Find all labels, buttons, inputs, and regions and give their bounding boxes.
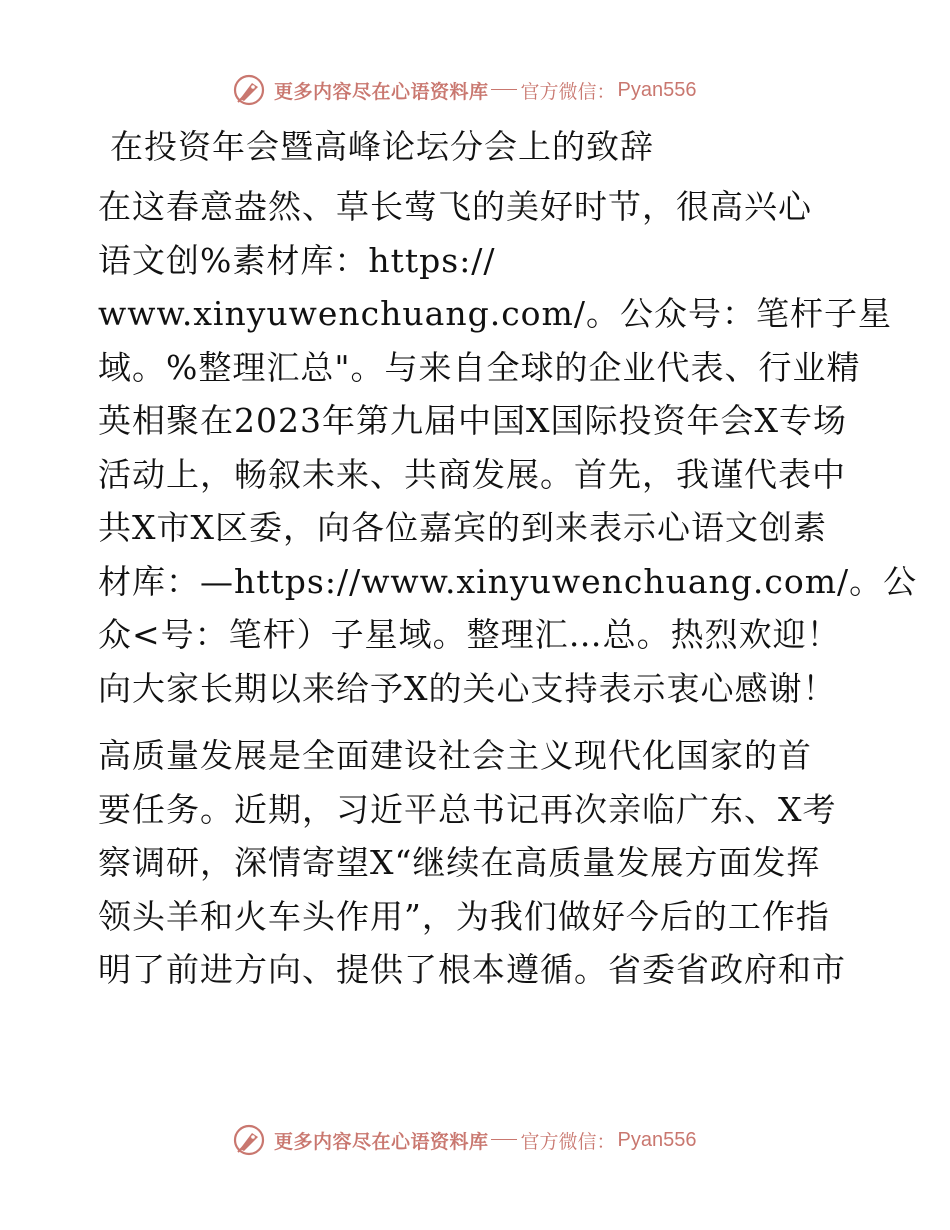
text-line: 明了前进方向、提供了根本遵循。省委省政府和市 xyxy=(98,950,846,989)
pen-nib-circle-icon xyxy=(232,73,266,107)
paragraph-2 xyxy=(98,729,868,997)
text-line: 察调研，深情寄望X“继续在高质量发展方面发挥 xyxy=(98,843,821,882)
text-line: 领头羊和火车头作用”，为我们做好今后的工作指 xyxy=(98,896,830,936)
document-title: 在投资年会暨高峰论坛分会上的致辞 xyxy=(110,127,654,166)
official-wechat-label: 官方微信： xyxy=(520,80,616,103)
official-wechat-label: 官方微信： xyxy=(520,1130,616,1153)
wechat-id: Pyan556 xyxy=(617,78,697,101)
text-line: 在这春意盎然、草长莺飞的美好时节，很高兴心 xyxy=(98,187,812,226)
text-line: 要任务。近期，习近平总书记再次亲临广东、X考 xyxy=(98,789,837,829)
promo-text: 更多内容尽在心语资料库 xyxy=(274,80,489,103)
text-line: 众<号：笔杆）子星域。整理汇…总。热烈欢迎！ xyxy=(98,615,841,654)
text-line: 活动上，畅叙未来、共商发展。首先，我谨代表中 xyxy=(98,454,846,494)
text-line: 向大家长期以来给予X的关心支持表示衷心感谢！ xyxy=(98,668,837,708)
text-line: 英相聚在2023年第九届中国X国际投资年会X专场 xyxy=(98,401,847,440)
header-banner xyxy=(232,72,732,108)
wechat-id: Pyan556 xyxy=(617,1128,697,1151)
text-line: www.xinyuwenchuang.com/。公众号：笔杆子星 xyxy=(98,294,892,333)
banner-dash xyxy=(491,89,517,90)
text-line: 域。%整理汇总"。与来自全球的企业代表、行业精 xyxy=(98,347,861,387)
document-body xyxy=(98,122,918,1011)
text-line: 共X市X区委，向各位嘉宾的到来表示心语文创素 xyxy=(98,508,827,547)
text-line: 语文创%素材库：https:// xyxy=(98,240,496,280)
footer-banner xyxy=(232,1122,732,1158)
pen-nib-circle-icon xyxy=(232,1123,266,1157)
paragraph-1 xyxy=(98,180,918,715)
text-line: 材库：—https://www.xinyuwenchuang.com/。公 xyxy=(98,561,918,601)
text-line: 高质量发展是全面建设社会主义现代化国家的首 xyxy=(98,736,812,775)
banner-dash xyxy=(491,1139,517,1140)
promo-text: 更多内容尽在心语资料库 xyxy=(274,1130,489,1153)
